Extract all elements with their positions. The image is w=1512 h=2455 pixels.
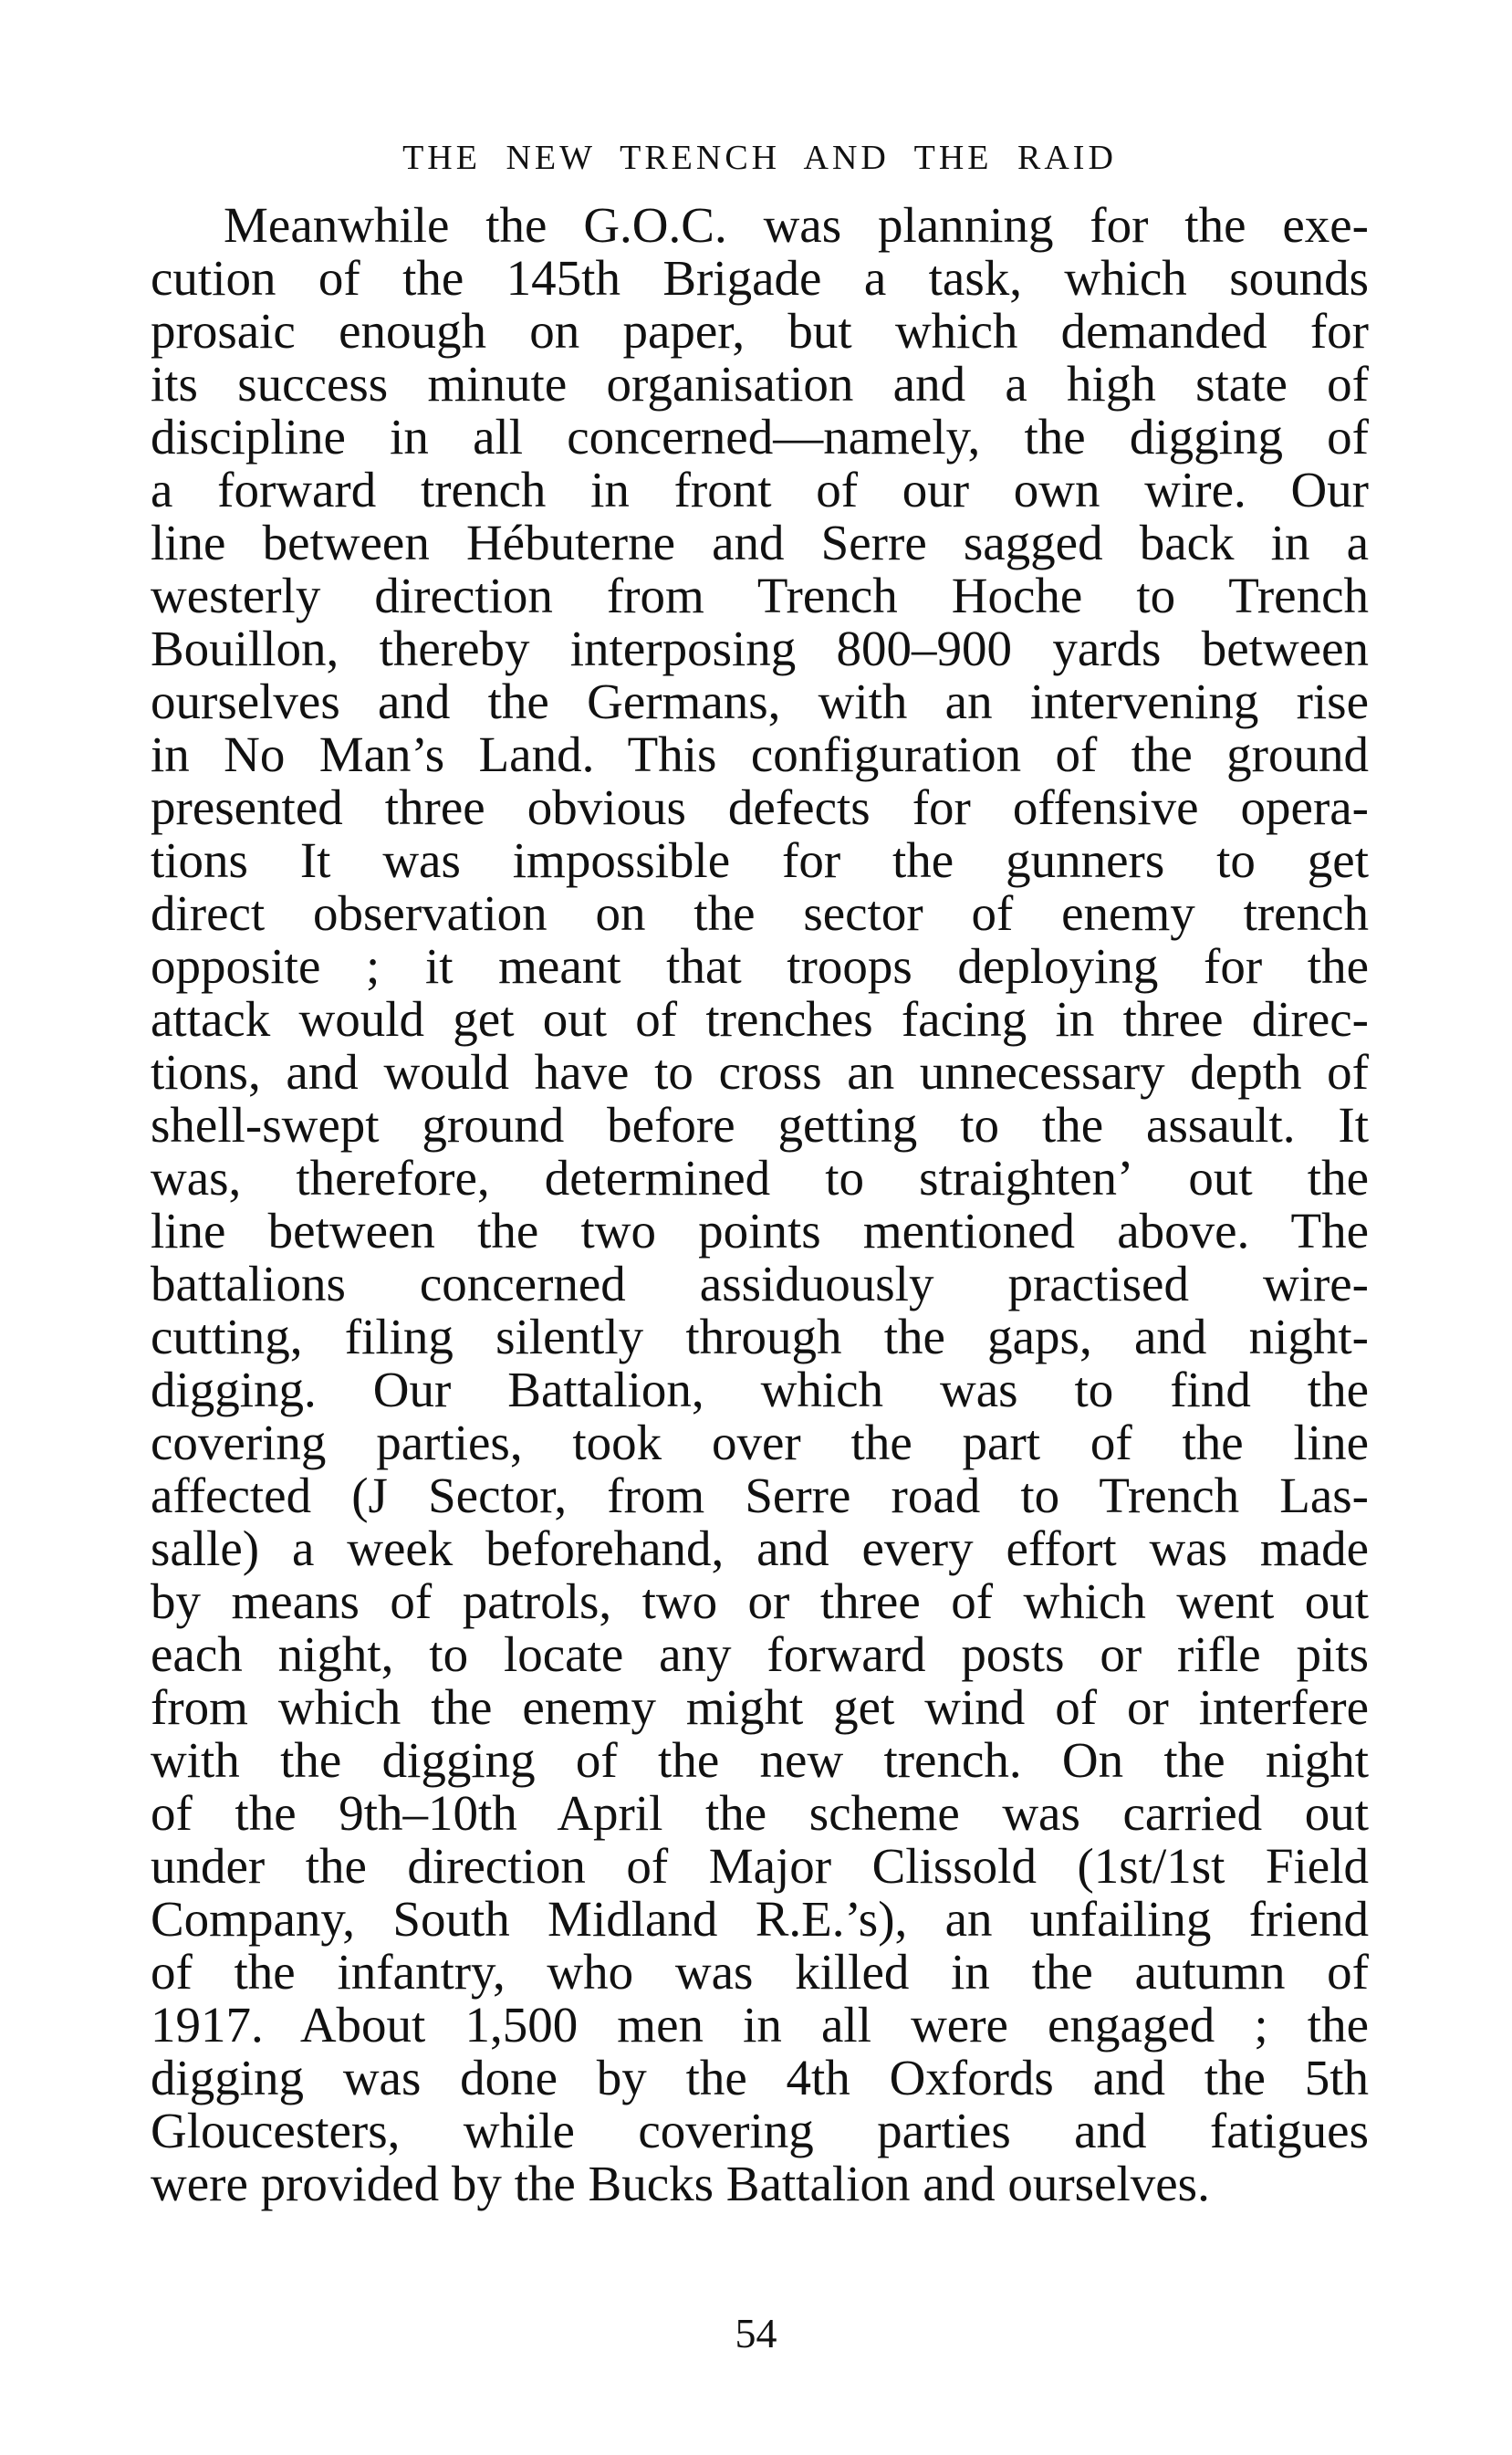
text-line: affected (J Sector, from Serre road to Trench Las- (151, 1468, 1369, 1523)
text-line: westerly direction from Trench Hoche to Trench (151, 568, 1369, 623)
body-paragraph (151, 199, 1369, 2210)
text-line: Gloucesters, while covering parties and fatigues (151, 2103, 1369, 2158)
text-line: salle) a week beforehand, and every effort was made (151, 1520, 1369, 1576)
text-line: cutting, filing silently through the gaps, and night- (151, 1309, 1369, 1364)
text-line: Meanwhile the G.O.C. was planning for the exe- (224, 197, 1369, 253)
text-line: Company, South Midland R.E.’s), an unfailing friend (151, 1891, 1369, 1947)
text-line: each night, to locate any forward posts or rifle pits (151, 1626, 1369, 1682)
text-line: direct observation on the sector of enemy trench (151, 885, 1369, 941)
text-line: Bouillon, thereby interposing 800–900 yards between (151, 621, 1369, 676)
text-line: line between Hébuterne and Serre sagged back in a (151, 515, 1369, 570)
text-line: shell-swept ground before getting to the assault. It (151, 1097, 1369, 1153)
text-line: tions, and would have to cross an unnecessary depth of (151, 1044, 1369, 1100)
running-head: THE NEW TRENCH AND THE RAID (402, 139, 1117, 177)
text-line: a forward trench in front of our own wire. Our (151, 462, 1369, 517)
text-line: attack would get out of trenches facing in three direc- (151, 991, 1369, 1047)
text-line: discipline in all concerned—namely, the digging of (151, 409, 1369, 465)
text-line: of the 9th–10th April the scheme was carried out (151, 1785, 1369, 1841)
text-line: covering parties, took over the part of the line (151, 1415, 1369, 1470)
text-line: by means of patrols, two or three of which went out (151, 1573, 1369, 1629)
text-line: tions It was impossible for the gunners to get (151, 832, 1369, 888)
text-line: its success minute organisation and a high state of (151, 356, 1369, 412)
text-line: under the direction of Major Clissold (1st/1st Field (151, 1838, 1369, 1894)
text-line: were provided by the Bucks Battalion and ourselves. (151, 2156, 1210, 2211)
text-line: of the infantry, who was killed in the autumn of (151, 1944, 1369, 2000)
text-line: battalions concerned assiduously practised wire- (151, 1256, 1369, 1311)
text-line: line between the two points mentioned above. The (151, 1203, 1369, 1259)
text-line: prosaic enough on paper, but which demanded for (151, 303, 1369, 359)
text-line: digging. Our Battalion, which was to find the (151, 1362, 1369, 1417)
text-line: from which the enemy might get wind of or interfere (151, 1679, 1369, 1735)
page-number: 54 (735, 2310, 777, 2356)
text-line: was, therefore, determined to straightenʼ out the (151, 1150, 1369, 1206)
text-line: in No Man’s Land. This configuration of the ground (151, 726, 1369, 782)
text-line: with the digging of the new trench. On the night (151, 1732, 1369, 1788)
text-line: 1917. About 1,500 men in all were engaged ; the (151, 1997, 1369, 2053)
text-line: presented three obvious defects for offensive opera- (151, 779, 1369, 835)
text-line: ourselves and the Germans, with an intervening rise (151, 674, 1369, 729)
text-line: opposite ; it meant that troops deploying for the (151, 938, 1369, 994)
text-line: cution of the 145th Brigade a task, which sounds (151, 250, 1369, 306)
text-line: digging was done by the 4th Oxfords and the 5th (151, 2050, 1369, 2105)
